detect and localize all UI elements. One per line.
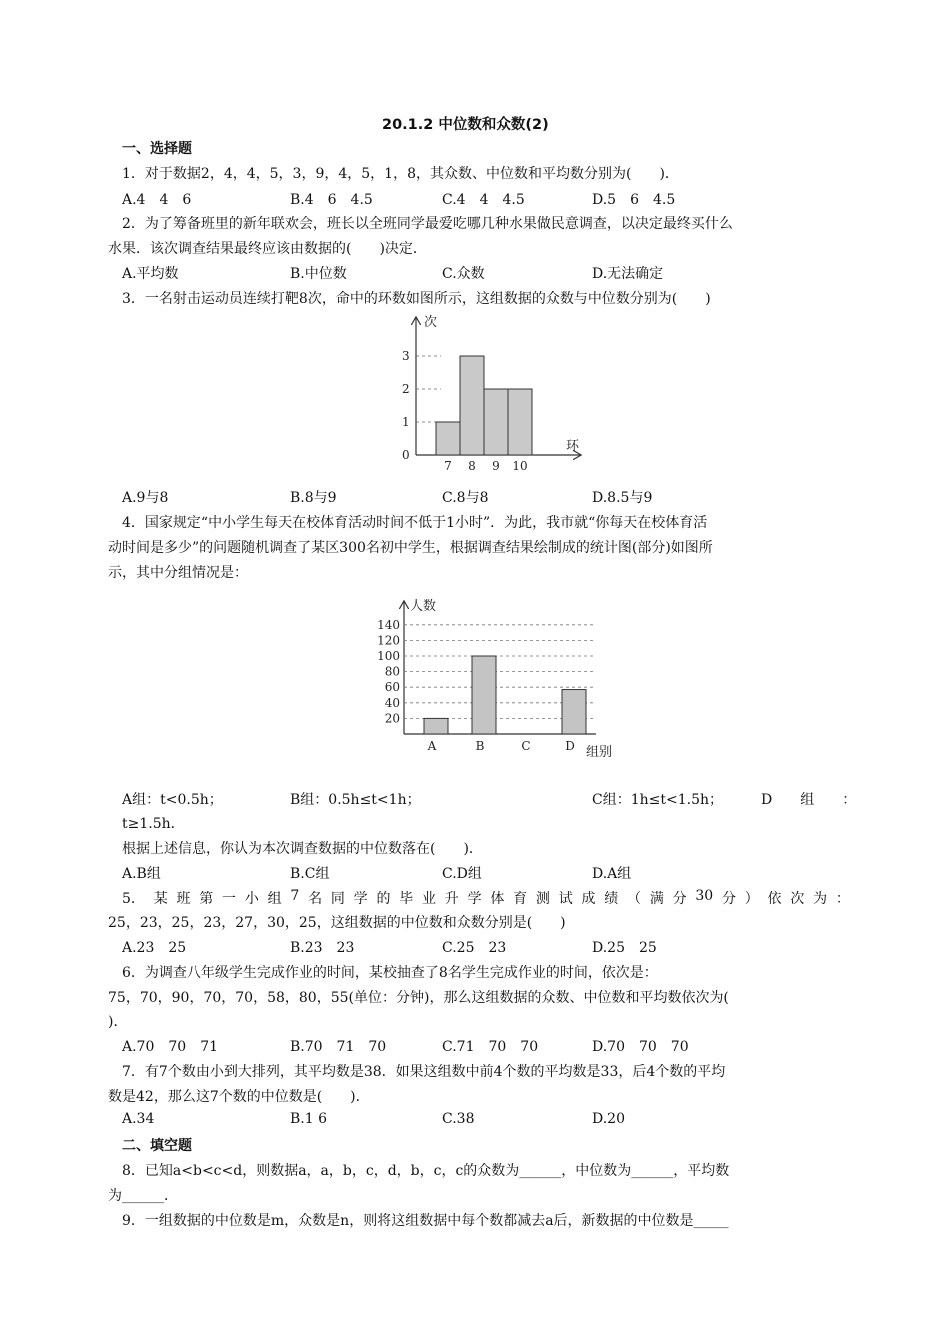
chart2-bar — [472, 656, 496, 734]
chart2-x-tick-label: C — [521, 739, 531, 753]
q4-option-d: D.A组 — [592, 866, 632, 882]
q4-group-a — [122, 789, 223, 809]
q5-option-a: A.23 25 — [122, 940, 187, 956]
q5-line1-char: 第 — [199, 891, 214, 907]
q8-line2: 为______． — [108, 1188, 178, 1204]
chart2-bar — [562, 690, 586, 734]
q3-option-c: C.8与8 — [442, 490, 489, 506]
q2-option-a: A.平均数 — [122, 266, 179, 282]
q5-line1-char: 名 — [308, 891, 323, 907]
q2-option-d: D.无法确定 — [592, 266, 664, 282]
page-title: 20.1.2 中位数和众数(2) — [382, 117, 549, 133]
q1-option-a: A.4 4 6 — [122, 192, 192, 208]
chart2-y-tick-label: 60 — [384, 680, 400, 695]
q7-line2: 数是42，那么这7个数的中位数是( )． — [108, 1089, 370, 1105]
q5-line1-char: 毕 — [399, 891, 414, 907]
q5-line1-char: 为 — [813, 891, 828, 907]
q5-line1-char: 满 — [649, 891, 664, 907]
q5-line1-char: 成 — [581, 891, 596, 907]
chart1-x-tick-label: 8 — [468, 459, 476, 473]
activity-time-bar-chart — [360, 596, 630, 764]
chart2-x-label: 组别 — [586, 745, 613, 760]
q5-line1-char: 一 — [222, 891, 237, 907]
q5-line1-char: 育 — [513, 891, 528, 907]
q6-option-b: B.70 71 70 — [290, 1039, 387, 1055]
q5-option-b: B.23 23 — [290, 940, 355, 956]
q7-option-c: C.38 — [442, 1111, 475, 1127]
chart2-x-tick-label: B — [475, 739, 485, 753]
q2-option-b: B.中位数 — [290, 266, 347, 282]
q5-line1-char: ） — [744, 891, 759, 907]
chart1-x-label: 环 — [566, 439, 580, 454]
chart2-y-label: 人数 — [410, 599, 437, 614]
chart2-y-tick-label: 80 — [384, 664, 400, 679]
q5-line1-char: 测 — [535, 891, 550, 907]
q4-group-c-text: C组：1h≤t<1.5h； — [592, 792, 724, 808]
q5-line1-char: 5． — [122, 891, 145, 907]
q3-stem: 3．一名射击运动员连续打靶8次，命中的环数如图所示，这组数据的众数与中位数分别为( ) — [122, 291, 711, 307]
chart2-y-tick-label: 100 — [377, 649, 400, 663]
q5-line1-char: 某 — [153, 891, 168, 907]
q6-option-c: C.71 70 70 — [442, 1039, 539, 1055]
chart1-x-tick-label: 9 — [492, 459, 500, 473]
q4-line1: 4．国家规定“中小学生每天在校体育活动时间不低于1小时”．为此，我市就“你每天在校体育活 — [122, 515, 708, 531]
chart2-y-tick-label: 140 — [377, 617, 400, 632]
q7-option-b: B.1 6 — [290, 1111, 328, 1127]
q6-option-a: A.70 70 71 — [122, 1039, 219, 1055]
q5-line1-char: 试 — [558, 891, 573, 907]
q5-line1-char: 7 — [290, 888, 300, 904]
chart2-x-tick-label: A — [427, 739, 437, 753]
q5-line1-char: 依 — [767, 891, 782, 907]
q9-line1: 9．一组数据的中位数是m，众数是n，则将这组数据中每个数都减去a后，新数据的中位数是_____ — [122, 1213, 729, 1229]
q2-option-c: C.众数 — [442, 266, 485, 282]
chart2-y-tick-label: 40 — [384, 695, 400, 710]
chart1-bar — [436, 422, 460, 455]
q1-option-c: C.4 4 4.5 — [442, 192, 525, 208]
chart2-y-tick-label: 20 — [384, 711, 400, 726]
q1-stem: 1．对于数据2，4，4，5，3，9，4，5，1，8，其众数、中位数和平均数分别为( )． — [122, 166, 679, 182]
q4-group-a-text: A组：t<0.5h； — [122, 792, 223, 808]
q5-line1-char: 班 — [176, 891, 191, 907]
q4-group-d — [761, 789, 856, 809]
q5-line1-char: 绩 — [604, 891, 619, 907]
section-choice-title: 一、选择题 — [122, 141, 192, 157]
q5-line1-char: ： — [835, 891, 850, 907]
shooting-histogram — [380, 310, 590, 475]
q5-line1-char: 小 — [244, 891, 259, 907]
chart1-bar — [508, 389, 532, 455]
q5-line1-char: 的 — [376, 891, 391, 907]
chart1-y-label: 次 — [424, 315, 438, 330]
q7-line1: 7．有7个数由小到大排列，其平均数是38．如果这组数中前4个数的平均数是33，后4个数的平均 — [122, 1064, 726, 1080]
q3-option-b: B.8与9 — [290, 490, 337, 506]
q5-line1-char: 30 — [695, 888, 714, 904]
q5-line1-char: 升 — [444, 891, 459, 907]
q6-line1: 6．为调查八年级学生完成作业的时间，某校抽查了8名学生完成作业的时间，依次是： — [122, 965, 658, 981]
chart1-bar — [460, 356, 484, 455]
q8-line1: 8．已知a<b<c<d，则数据a，a，b，c，d，b，c，c的众数为______，中位数为______，平均数 — [122, 1163, 730, 1179]
q3-option-d: D.8.5与9 — [592, 490, 653, 506]
chart1-origin: 0 — [402, 448, 410, 462]
q1-option-d: D.5 6 4.5 — [592, 192, 676, 208]
chart2-x-tick-label: D — [565, 739, 575, 753]
q4-option-c: C.D组 — [442, 866, 482, 882]
q5-line1-char: 组 — [267, 891, 282, 907]
q5-line1-char: 同 — [330, 891, 345, 907]
q4-group-b-text: B组：0.5h≤t<1h； — [290, 792, 421, 808]
q4-option-a: A.B组 — [122, 866, 161, 882]
chart1-y-tick-label: 3 — [402, 349, 410, 363]
q5-option-d: D.25 25 — [592, 940, 657, 956]
section-fill-title: 二、填空题 — [122, 1138, 192, 1154]
q4-ask: 根据上述信息，你认为本次调查数据的中位数落在( )． — [122, 841, 483, 857]
q4-line3: 示，其中分组情况是： — [108, 565, 248, 581]
q1-option-b: B.4 6 4.5 — [290, 192, 373, 208]
chart1-y-tick-label: 2 — [402, 382, 410, 396]
q5-line1-char: （ — [627, 891, 642, 907]
q4-group-b — [290, 789, 421, 809]
q5-line1-char: 分 — [672, 891, 687, 907]
chart1-bar — [484, 389, 508, 455]
chart2-y-tick-label: 120 — [377, 633, 400, 648]
q5-line1-char: 学 — [353, 891, 368, 907]
q5-line1-char: 体 — [490, 891, 505, 907]
q2-stem-line1: 2．为了筹备班里的新年联欢会，班长以全班同学最爱吃哪几种水果做民意调查，以决定最终买什么 — [122, 216, 733, 232]
q6-line3: )． — [108, 1014, 128, 1030]
q2-stem-line2: 水果．该次调查结果最终应该由数据的( )决定． — [108, 241, 427, 257]
q5-line2: 25，23，25，23，27，30，25，这组数据的中位数和众数分别是( ) — [108, 915, 566, 931]
q4-group-c — [592, 789, 723, 809]
q4-line2: 动时间是多少”的问题随机调查了某区300名初中学生，根据调查结果绘制成的统计图(部分)如图所 — [108, 540, 713, 556]
q4-group-d-cont: t≥1.5h． — [122, 816, 185, 832]
q5-option-c: C.25 23 — [442, 940, 507, 956]
q5-line1 — [122, 888, 850, 908]
q5-line1-char: 业 — [422, 891, 436, 907]
q4-option-b: B.C组 — [290, 866, 330, 882]
q3-option-a: A.9与8 — [122, 490, 169, 506]
q5-line1-char: 次 — [790, 891, 805, 907]
q6-option-d: D.70 70 70 — [592, 1039, 689, 1055]
chart1-x-tick-label: 7 — [444, 459, 452, 473]
q6-line2: 75，70，90，70，70，58，80，55(单位：分钟)，那么这组数据的众数、中位数和平均数依次为( — [108, 990, 729, 1006]
q7-option-a: A.34 — [122, 1111, 155, 1127]
q4-group-d-text: D 组 ： — [761, 792, 857, 808]
chart2-bar — [424, 718, 448, 734]
q7-option-d: D.20 — [592, 1111, 625, 1127]
q5-line1-char: 学 — [467, 891, 482, 907]
q5-line1-char: 分 — [721, 891, 736, 907]
chart1-x-tick-label: 10 — [512, 459, 528, 473]
chart1-y-tick-label: 1 — [402, 415, 410, 429]
